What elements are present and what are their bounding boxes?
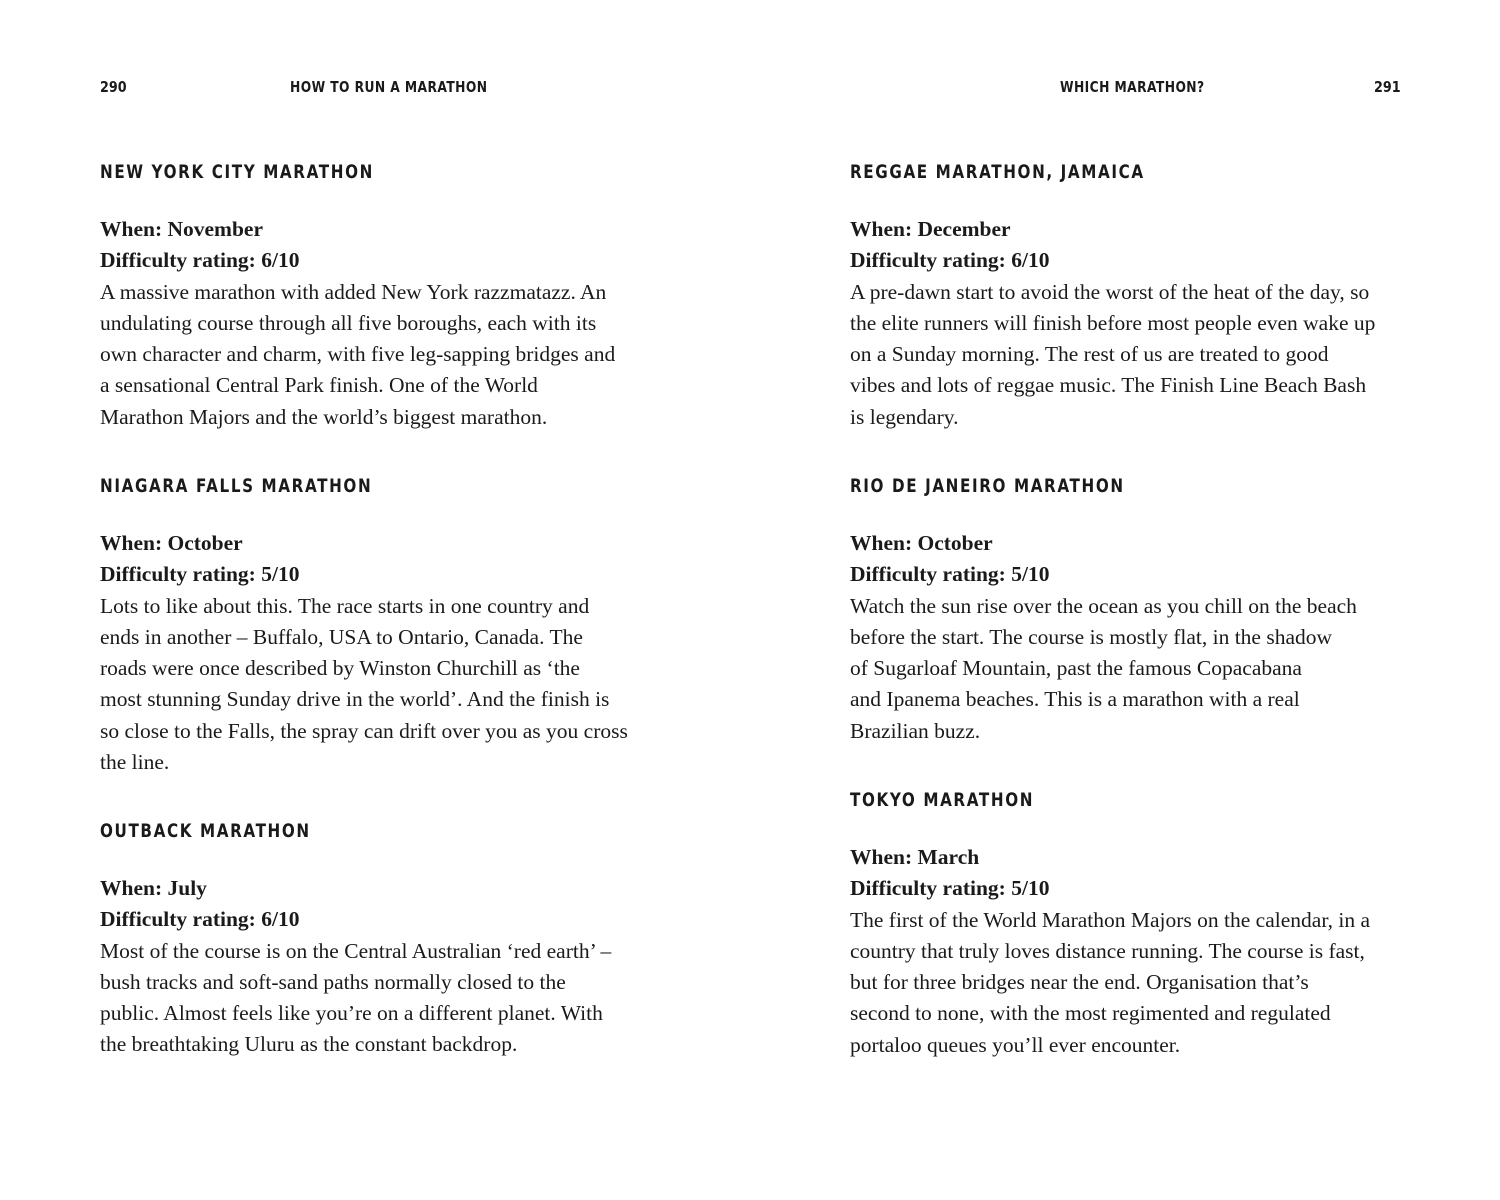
entry-when: When: December [850, 217, 1011, 241]
entry-when: When: November [100, 217, 264, 241]
entry-when: When: July [100, 876, 207, 900]
right-page [750, 0, 1500, 1200]
marathon-entry [100, 819, 660, 1061]
marathon-entry [850, 474, 1410, 747]
entry-difficulty: Difficulty rating: 6/10 [100, 248, 300, 273]
entry-description: The first of the World Marathon Majors on the calendar, in a country that truly loves distance running. The course is fast, but for three bridges near the end. Organisation that’s second to none, with the most regimented and regulated portaloo queues you’ll ever encounter. [850, 907, 1371, 1057]
entry-description: Lots to like about this. The race starts in one country and ends in another – Buffalo, USA to Ontario, Canada. The roads were once described by Winston Churchill as ‘the most stunning Sunday drive in the world’. And the finish is so close to the Falls, the spray can drift over you as you cross the line. [100, 593, 628, 775]
entry-title: NEW YORK CITY MARATHON [100, 161, 374, 183]
entry-description: Watch the sun rise over the ocean as you chill on the beach before the start. The course is mostly flat, in the shadow of Sugarloaf Mountain, past the famous Copacabana and Ipanema beaches. This is a marathon with a real Brazilian buzz. [850, 593, 1357, 743]
page-number: 291 [1374, 78, 1401, 96]
entry-difficulty: Difficulty rating: 5/10 [100, 562, 300, 587]
marathon-entry [850, 788, 1410, 1061]
marathon-entry [850, 160, 1410, 433]
entry-difficulty: Difficulty rating: 6/10 [850, 248, 1050, 273]
entry-description: A pre-dawn start to avoid the worst of the heat of the day, so the elite runners will finish before most people even wake up on a Sunday morning. The rest of us are treated to good vibes and lots of reggae music. The Finish Line Beach Bash is legendary. [850, 279, 1376, 429]
entry-title: NIAGARA FALLS MARATHON [100, 475, 373, 497]
entry-difficulty: Difficulty rating: 6/10 [100, 907, 300, 932]
entry-when: When: October [100, 531, 243, 555]
marathon-entry [100, 474, 660, 778]
entry-title: TOKYO MARATHON [850, 789, 1035, 811]
marathon-entry [100, 160, 660, 433]
entry-difficulty: Difficulty rating: 5/10 [850, 562, 1050, 587]
entry-title: REGGAE MARATHON, JAMAICA [850, 161, 1145, 183]
running-head: WHICH MARATHON? [1060, 78, 1205, 96]
entry-title: OUTBACK MARATHON [100, 820, 311, 842]
entry-title: RIO DE JANEIRO MARATHON [850, 475, 1125, 497]
entry-description: Most of the course is on the Central Australian ‘red earth’ – bush tracks and soft-sand paths normally closed to the public. Almost feels like you’re on a different planet. With the breathtaking Uluru as the constant backdrop. [100, 938, 612, 1057]
entry-description: A massive marathon with added New York razzmatazz. An undulating course through all five boroughs, each with its own character and charm, with five leg-sapping bridges and a sensational Central Park finish. One of the World Marathon Majors and the world’s biggest marathon. [100, 279, 616, 429]
entry-when: When: October [850, 531, 993, 555]
entry-when: When: March [850, 845, 980, 869]
page-number: 290 [100, 78, 127, 96]
running-head: HOW TO RUN A MARATHON [290, 78, 488, 96]
entry-difficulty: Difficulty rating: 5/10 [850, 876, 1050, 901]
